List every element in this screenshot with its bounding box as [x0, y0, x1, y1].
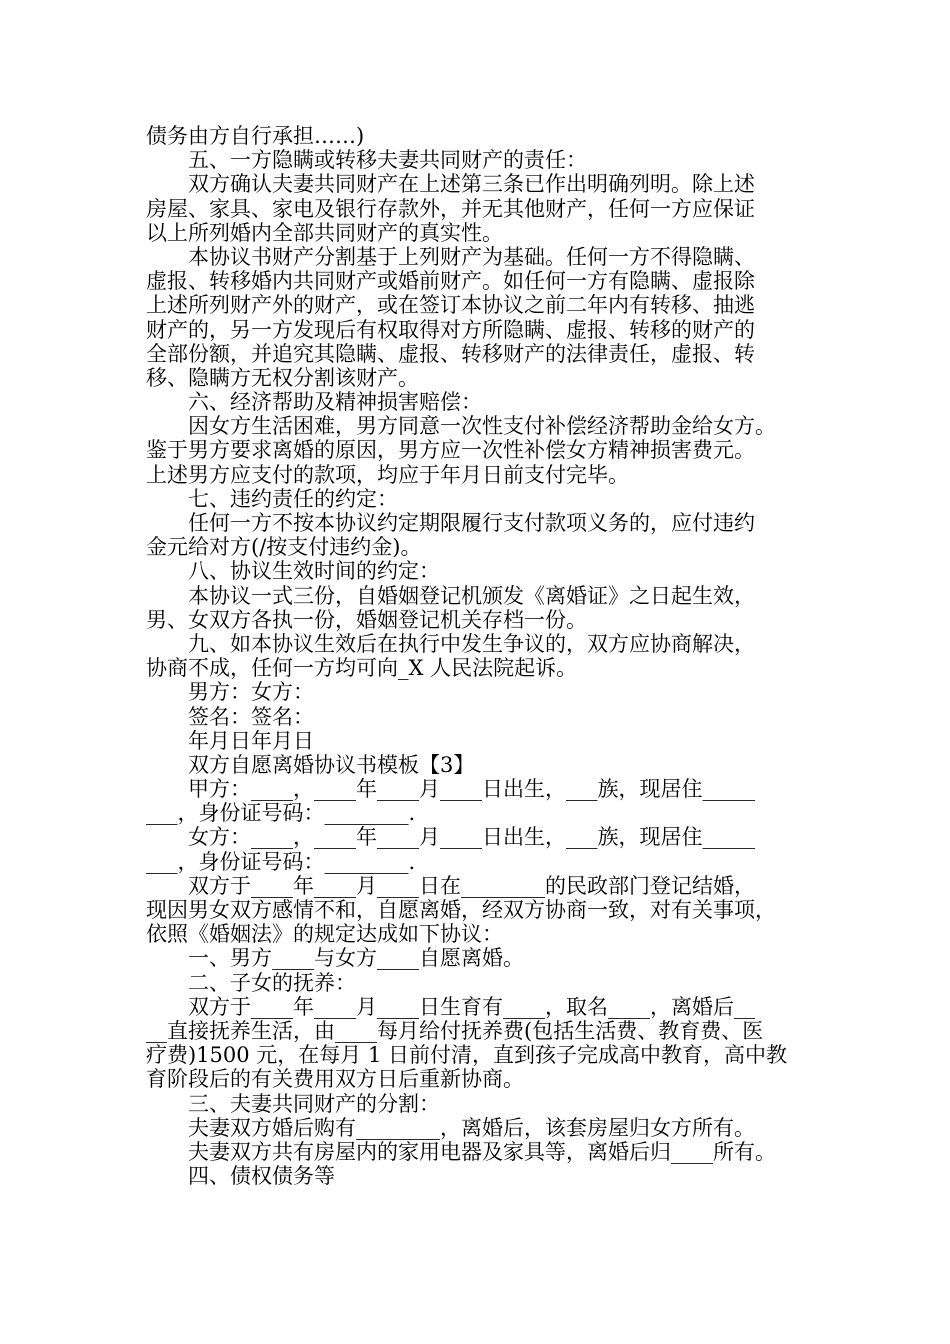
text-line: 双方于____年____月____日在________的民政部门登记结婚， [146, 873, 755, 898]
text-line: 财产的，另一方发现后有权取得对方所隐瞒、虚报、转移的财产的 [146, 317, 755, 342]
text-line: 任何一方不按本协议约定期限履行支付款项义务的，应付违约 [146, 511, 755, 535]
text-line: 夫妻双方共有房屋内的家用电器及家具等，离婚后归____所有。 [146, 1139, 776, 1164]
text-line: 双方于____年____月____日生育有____，取名____，离婚后__ [146, 994, 755, 1019]
text-line: 夫妻双方婚后购有________，离婚后，该套房屋归女方所有。 [146, 1115, 755, 1140]
text-line: 男、女双方各执一份，婚姻登记机关存档一份。 [146, 607, 587, 632]
document-page [146, 124, 826, 1188]
text-line: 房屋、家具、家电及银行存款外，并无其他财产，任何一方应保证 [146, 196, 755, 221]
text-line: 依照《婚姻法》的规定达成如下协议： [146, 922, 503, 947]
party-b-line: 女方：____，____年____月____日出生，___族，现居住_____ [146, 825, 755, 850]
clause-3-heading: 三、夫妻共同财产的分割： [146, 1091, 440, 1116]
section-heading-7: 七、违约责任的约定： [146, 486, 398, 511]
text-line: 双方确认夫妻共同财产在上述第三条已作出明确列明。除上述 [146, 172, 755, 197]
text-line: 金元给对方(/按支付违约金)。 [146, 535, 422, 560]
party-a-line: 甲方：____，____年____月____日出生，___族，现居住_____ [146, 777, 755, 802]
text-line: ___，身份证号码：________. [146, 849, 416, 874]
text-line: ___，身份证号码：________. [146, 801, 416, 826]
text-line: 疗费)1500 元，在每月 1 日前付清，直到孩子完成高中教育，高中教 [146, 1043, 788, 1068]
text-line: 因女方生活困难，男方同意一次性支付补偿经济帮助金给女方。 [146, 414, 776, 439]
text-line: 移、隐瞒方无权分割该财产。 [146, 365, 419, 390]
text-line: 全部份额，并追究其隐瞒、虚报、转移财产的法律责任，虚报、转 [146, 341, 755, 366]
text-line: 债务由方自行承担……) [146, 124, 365, 148]
clause-2-heading: 二、子女的抚养： [146, 970, 356, 995]
clause-1: 一、男方____与女方____自愿离婚。 [146, 946, 524, 971]
text-line: 协商不成，任何一方均可向_X 人民法院起诉。 [146, 656, 578, 681]
section-heading-5: 五、一方隐瞒或转移夫妻共同财产的责任： [146, 148, 587, 173]
clause-4-heading: 四、债权债务等 [146, 1164, 335, 1189]
signature-names: 签名：签名： [146, 704, 314, 729]
signature-dates: 年月日年月日 [146, 728, 314, 753]
section-heading-9: 九、如本协议生效后在执行中发生争议的，双方应协商解决， [146, 631, 755, 656]
text-line: 本协议书财产分割基于上列财产为基础。任何一方不得隐瞒、 [146, 244, 755, 269]
text-line: 本协议一式三份，自婚姻登记机颁发《离婚证》之日起生效， [146, 583, 755, 608]
text-line: 鉴于男方要求离婚的原因，男方应一次性补偿女方精神损害费元。 [146, 438, 755, 463]
text-line: 上述男方应支付的款项，均应于年月日前支付完毕。 [146, 462, 629, 487]
template-title: 双方自愿离婚协议书模板【3】 [146, 752, 475, 777]
section-heading-8: 八、协议生效时间的约定： [146, 559, 440, 584]
text-line: 虚报、转移婚内共同财产或婚前财产。如任何一方有隐瞒、虚报除 [146, 269, 755, 294]
text-line: __直接抚养生活，由____每月给付抚养费(包括生活费、教育费、医 [146, 1018, 764, 1043]
text-line: 现因男女双方感情不和，自愿离婚，经双方协商一致，对有关事项， [146, 898, 776, 922]
signature-parties: 男方：女方： [146, 680, 314, 705]
text-line: 上述所列财产外的财产，或在签订本协议之前二年内有转移、抽逃 [146, 293, 755, 318]
text-line: 以上所列婚内全部共同财产的真实性。 [146, 220, 503, 245]
text-line: 育阶段后的有关费用双方日后重新协商。 [146, 1067, 524, 1092]
section-heading-6: 六、经济帮助及精神损害赔偿： [146, 390, 482, 415]
